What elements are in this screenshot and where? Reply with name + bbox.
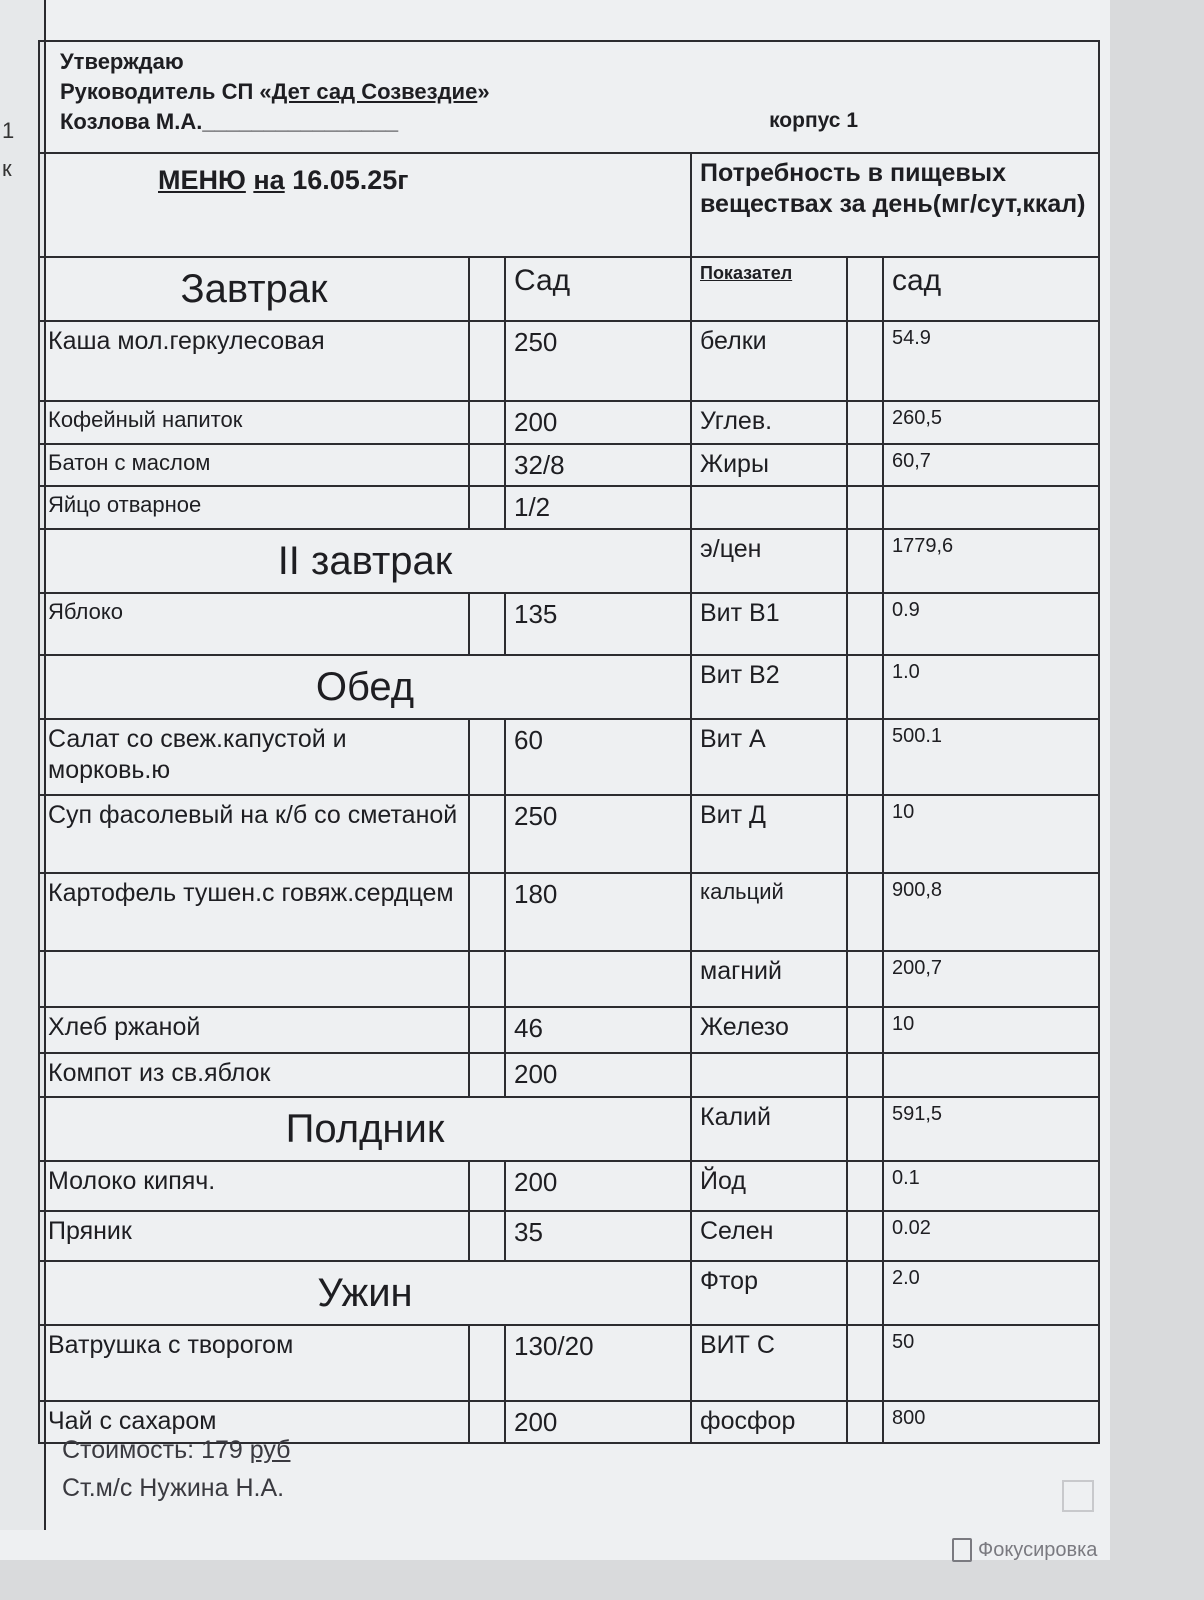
nutrient-name: фосфор — [691, 1401, 847, 1444]
nutrient-name: кальций — [691, 873, 847, 951]
corpus-label: корпус 1 — [769, 109, 858, 132]
nutrient-name: Йод — [691, 1161, 847, 1211]
dish-qty: 200 — [505, 401, 691, 444]
dish-name: Ватрушка с творогом — [39, 1325, 469, 1401]
nutrient-name: Жиры — [691, 444, 847, 487]
dish-name: Салат со свеж.капустой и морковь.ю — [39, 719, 469, 795]
nutrient-name: э/цен — [691, 529, 847, 593]
dish-name: Кофейный напиток — [39, 401, 469, 444]
cost-unit: руб — [249, 1436, 291, 1464]
gutter-mark: к — [2, 156, 12, 181]
nutrient-name: Вит Д — [691, 795, 847, 873]
head-line: Руководитель СП «Дет сад Созвездие» — [60, 79, 490, 104]
dish-qty: 250 — [505, 321, 691, 401]
dish-qty: 32/8 — [505, 444, 691, 487]
menu-date: 16.05.25г — [292, 165, 409, 195]
nutrient-name — [691, 486, 847, 529]
cost-line — [62, 1432, 290, 1470]
nutrient-value: 1.0 — [883, 655, 1099, 719]
cost-value: 179 — [201, 1436, 243, 1464]
nutrient-name: Углев. — [691, 401, 847, 444]
section-dinner: Ужин — [39, 1261, 691, 1325]
org-name: Дет сад Созвездие — [271, 79, 478, 104]
section-second-breakfast: II завтрак — [39, 529, 691, 593]
section-breakfast: Завтрак — [39, 257, 469, 321]
dish-qty: 35 — [505, 1211, 691, 1261]
dish-name: Хлеб ржаной — [39, 1007, 469, 1053]
needs-caption-line2: веществах за день(мг/сут,ккал) — [700, 190, 1086, 219]
dish-qty: 180 — [505, 873, 691, 951]
nutrient-value: 900,8 — [883, 873, 1099, 951]
dish-name: Каша мол.геркулесовая — [39, 321, 469, 401]
nutrient-value: 800 — [883, 1401, 1099, 1444]
nutrient-value: 200,7 — [883, 951, 1099, 1007]
nutrient-name: Вит В1 — [691, 593, 847, 655]
nutrient-name: Фтор — [691, 1261, 847, 1325]
nutrient-value: 1779,6 — [883, 529, 1099, 593]
dish-qty: 200 — [505, 1161, 691, 1211]
nutrient-value: 260,5 — [883, 401, 1099, 444]
nutrient-name: Селен — [691, 1211, 847, 1261]
dish-name — [39, 951, 469, 1007]
head-name-line — [60, 108, 1078, 138]
focus-button[interactable] — [952, 1538, 1097, 1562]
dish-qty: 46 — [505, 1007, 691, 1053]
dish-name: Суп фасолевый на к/б со сметаной — [39, 795, 469, 873]
dish-qty: 1/2 — [505, 486, 691, 529]
nutrient-value: 591,5 — [883, 1097, 1099, 1161]
dish-name: Молоко кипяч. — [39, 1161, 469, 1211]
nutrient-name: Железо — [691, 1007, 847, 1053]
nutrient-value — [883, 1053, 1099, 1097]
nutrient-value: 60,7 — [883, 444, 1099, 487]
nutrient-value: 2.0 — [883, 1261, 1099, 1325]
dish-qty — [505, 951, 691, 1007]
dish-qty: 60 — [505, 719, 691, 795]
nutrient-value: 50 — [883, 1325, 1099, 1401]
dish-qty: 200 — [505, 1401, 691, 1444]
section-lunch: Обед — [39, 655, 691, 719]
nutrient-value: 54.9 — [883, 321, 1099, 401]
head-name: Козлова М.А.________________ — [60, 109, 399, 134]
nutrient-name — [691, 1053, 847, 1097]
footer — [62, 1432, 290, 1507]
menu-title: МЕНЮ на 16.05.25г — [158, 165, 409, 195]
signer: Ст.м/с Нужина Н.А. — [62, 1473, 285, 1502]
section-snack: Полдник — [39, 1097, 691, 1161]
nutrient-value: 10 — [883, 795, 1099, 873]
dish-qty: 250 — [505, 795, 691, 873]
nutrient-name: Калий — [691, 1097, 847, 1161]
approval-block — [39, 41, 1099, 153]
document-icon — [952, 1538, 972, 1562]
dish-qty: 200 — [505, 1053, 691, 1097]
nutrient-value: 0.1 — [883, 1161, 1099, 1211]
nutrient-value: 0.9 — [883, 593, 1099, 655]
needs-caption-line1: Потребность в пищевых — [700, 159, 1007, 187]
dish-name: Яблоко — [39, 593, 469, 655]
corner-square — [1062, 1480, 1094, 1512]
dish-name: Пряник — [39, 1211, 469, 1261]
nutrient-value: 500.1 — [883, 719, 1099, 795]
menu-table — [38, 40, 1100, 1444]
dish-qty: 135 — [505, 593, 691, 655]
nutrient-name: белки — [691, 321, 847, 401]
dish-qty: 130/20 — [505, 1325, 691, 1401]
approve-text: Утверждаю — [60, 49, 184, 74]
needs-caption-cell — [691, 153, 1099, 257]
dish-name: Компот из св.яблок — [39, 1053, 469, 1097]
dish-name: Чай с сахаром — [39, 1401, 469, 1444]
cost-label: Стоимость: — [62, 1436, 195, 1464]
dish-name: Яйцо отварное — [39, 486, 469, 529]
column-sad: Сад — [505, 257, 691, 321]
nutrient-name: ВИТ С — [691, 1325, 847, 1401]
menu-title-cell — [39, 153, 691, 257]
nutrient-value: 0.02 — [883, 1211, 1099, 1261]
nutrient-value: 10 — [883, 1007, 1099, 1053]
nutrient-name: Вит В2 — [691, 655, 847, 719]
column-sad-values: сад — [883, 257, 1099, 321]
nutrient-name: Вит А — [691, 719, 847, 795]
dish-name: Батон с маслом — [39, 444, 469, 487]
dish-name: Картофель тушен.с говяж.сердцем — [39, 873, 469, 951]
nutrient-value — [883, 486, 1099, 529]
gutter-mark: 1 — [2, 118, 15, 143]
column-indicator: Показател — [691, 257, 847, 321]
nutrient-name: магний — [691, 951, 847, 1007]
focus-label: Фокусировка — [978, 1538, 1098, 1561]
